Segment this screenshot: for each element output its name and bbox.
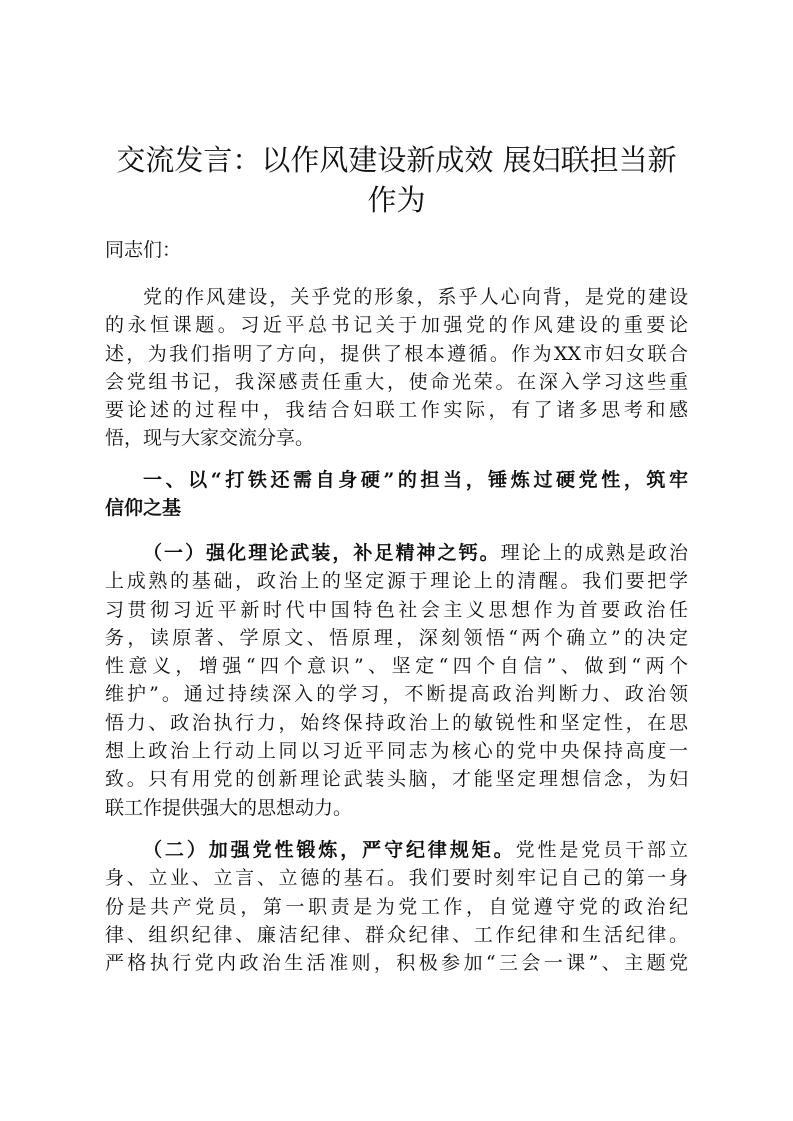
text-run: 党性是党员干部立	[515, 839, 688, 861]
text-line: 党的作风建设，关乎党的形象，系乎人心向背，是党的建设	[143, 286, 688, 308]
text-line: 身、立业、立言、立德的基石。我们要时刻牢记自己的第一身	[105, 867, 688, 890]
document-title	[105, 140, 688, 220]
text-line: 务，读原著、学原文、悟原理，深刻领悟“两个确立”的决定	[105, 626, 688, 649]
text-line: 习贯彻习近平新时代中国特色社会主义思想作为首要政治任	[105, 598, 688, 621]
text-line: 维护”。通过持续深入的学习，不断提高政治判断力、政治领	[105, 683, 688, 706]
text-line: 要论述的过程中，我结合妇联工作实际，有了诸多思考和感	[105, 399, 688, 422]
heading-line: 信仰之基	[105, 497, 182, 520]
text-line: 致。只有用党的创新理论武装头脑，才能坚定理想信念，为妇	[105, 768, 688, 791]
text-line: 律、组织纪律、廉洁纪律、群众纪律、工作纪律和生活纪律。	[105, 923, 688, 946]
paragraph-subsection-2	[105, 836, 688, 977]
section-heading-1	[105, 466, 688, 523]
text-line: 悟力、政治执行力，始终保持政治上的敏锐性和坚定性，在思	[105, 711, 688, 734]
text-line: 性意义，增强“四个意识”、坚定“四个自信”、做到“两个	[105, 655, 688, 678]
subsection-heading-1: （一）强化理论武装，补足精神之钙。	[143, 542, 501, 564]
text-line: 想上政治上行动上同以习近平同志为核心的党中央保持高度一	[105, 740, 688, 763]
text-line: 严格执行党内政治生活准则，积极参加“三会一课”、主题党	[105, 952, 688, 975]
text-line: 悟，现与大家交流分享。	[105, 427, 315, 450]
text-line: 述，为我们指明了方向，提供了根本遵循。作为XX市妇女联合	[105, 342, 688, 365]
title-line-1: 交流发言：以作风建设新成效 展妇联担当新	[116, 143, 677, 177]
subsection-heading-2: （二）加强党性锻炼，严守纪律规矩。	[143, 839, 516, 861]
title-line-2: 作为	[367, 183, 426, 217]
text-line: 联工作提供强大的思想动力。	[105, 796, 353, 819]
text-line	[105, 836, 688, 864]
paragraph-subsection-1	[105, 539, 688, 822]
text-line: 的永恒课题。习近平总书记关于加强党的作风建设的重要论	[105, 314, 688, 337]
text-line: 会党组书记，我深感责任重大，使命光荣。在深入学习这些重	[105, 370, 688, 393]
salutation: 同志们：	[105, 239, 182, 261]
text-line: 份是共产党员，第一职责是为党工作，自觉遵守党的政治纪	[105, 895, 688, 918]
heading-line: 一、以“打铁还需自身硬”的担当，锤炼过硬党性，筑牢	[143, 469, 688, 491]
text-line: 上成熟的基础，政治上的坚定源于理论上的清醒。我们要把学	[105, 570, 688, 593]
paragraph-intro	[105, 283, 688, 453]
text-line	[105, 539, 688, 567]
text-run: 理论上的成熟是政治	[500, 542, 688, 564]
